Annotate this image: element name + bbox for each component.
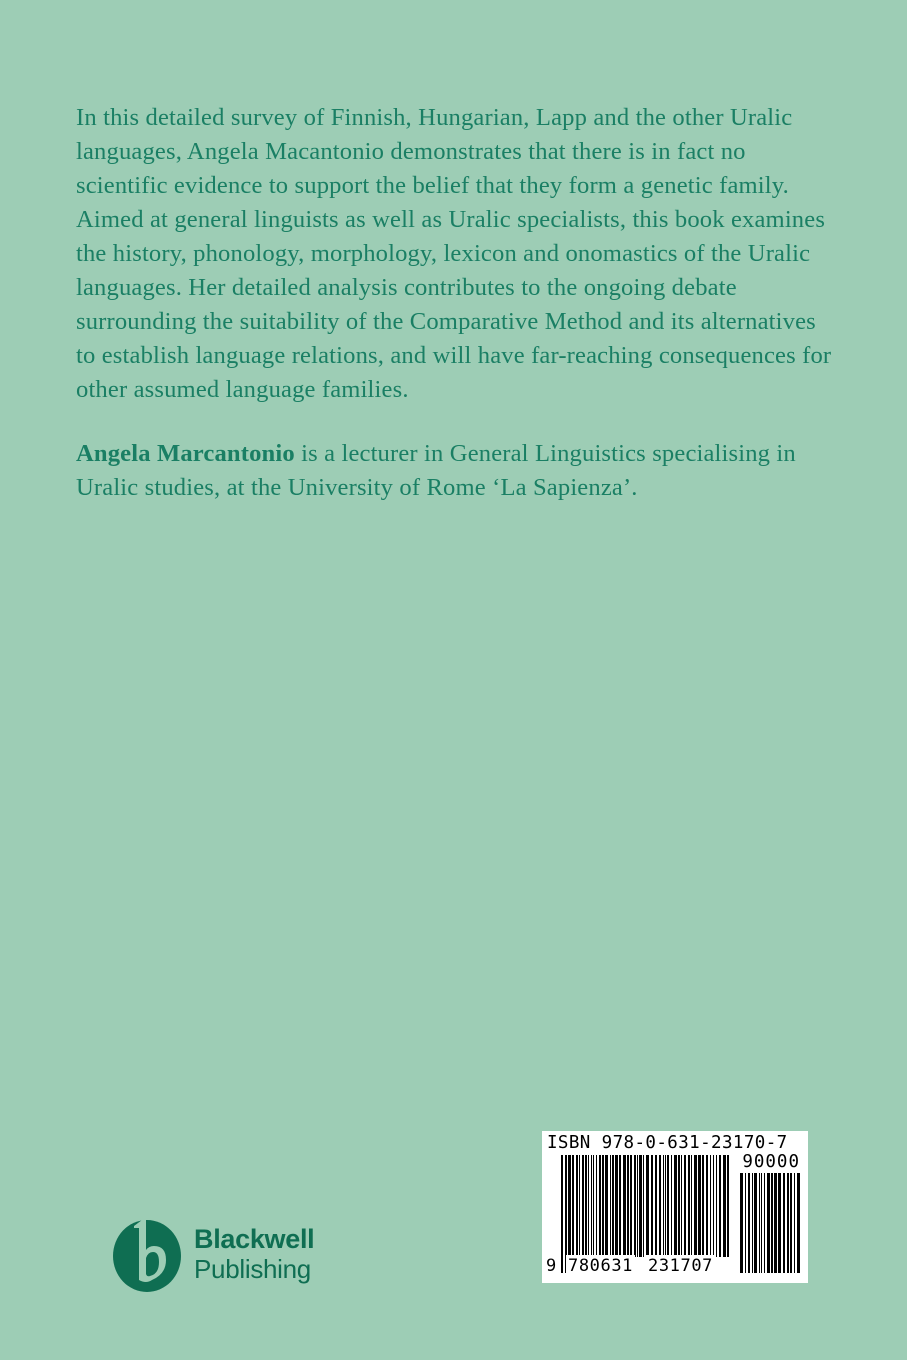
addon-barcode-bars <box>740 1173 802 1273</box>
publisher-name-line2: Publishing <box>194 1254 311 1284</box>
publisher-logo <box>112 1214 332 1294</box>
author-name: Angela Marcantonio <box>76 440 295 467</box>
publisher-name-line1: Blackwell <box>194 1224 315 1254</box>
author-bio-text: is a lecturer in General Linguistics specialising in Uralic studies, at the University of Rome ‘La Sapienza’. <box>76 440 796 501</box>
ean-left-digits: 780631 <box>568 1256 634 1276</box>
publisher-name <box>194 1224 314 1284</box>
isbn-barcode <box>542 1131 808 1283</box>
ean-right-digits: 231707 <box>648 1256 714 1276</box>
book-blurb: In this detailed survey of Finnish, Hungarian, Lapp and the other Uralic languages, Angela Macantonio demonstrates that there is in fact no scientific evidence to support the belief that they form a genetic family. Aimed at general linguists as well as Uralic specialists, this book examines the history, phonology, morphology, lexicon and onomastics of the Uralic languages. Her detailed analysis contributes to the ongoing debate surrounding the suitability of the Comparative Method and its alternatives to establish language relations, and will have far-reaching consequences for other assumed language families. <box>76 104 832 403</box>
price-code: 90000 <box>742 1152 800 1172</box>
author-bio <box>76 437 836 505</box>
blackwell-logo-icon <box>112 1214 182 1294</box>
isbn-label: ISBN 978-0-631-23170-7 <box>547 1133 788 1153</box>
ean-first-digit: 9 <box>546 1256 557 1276</box>
